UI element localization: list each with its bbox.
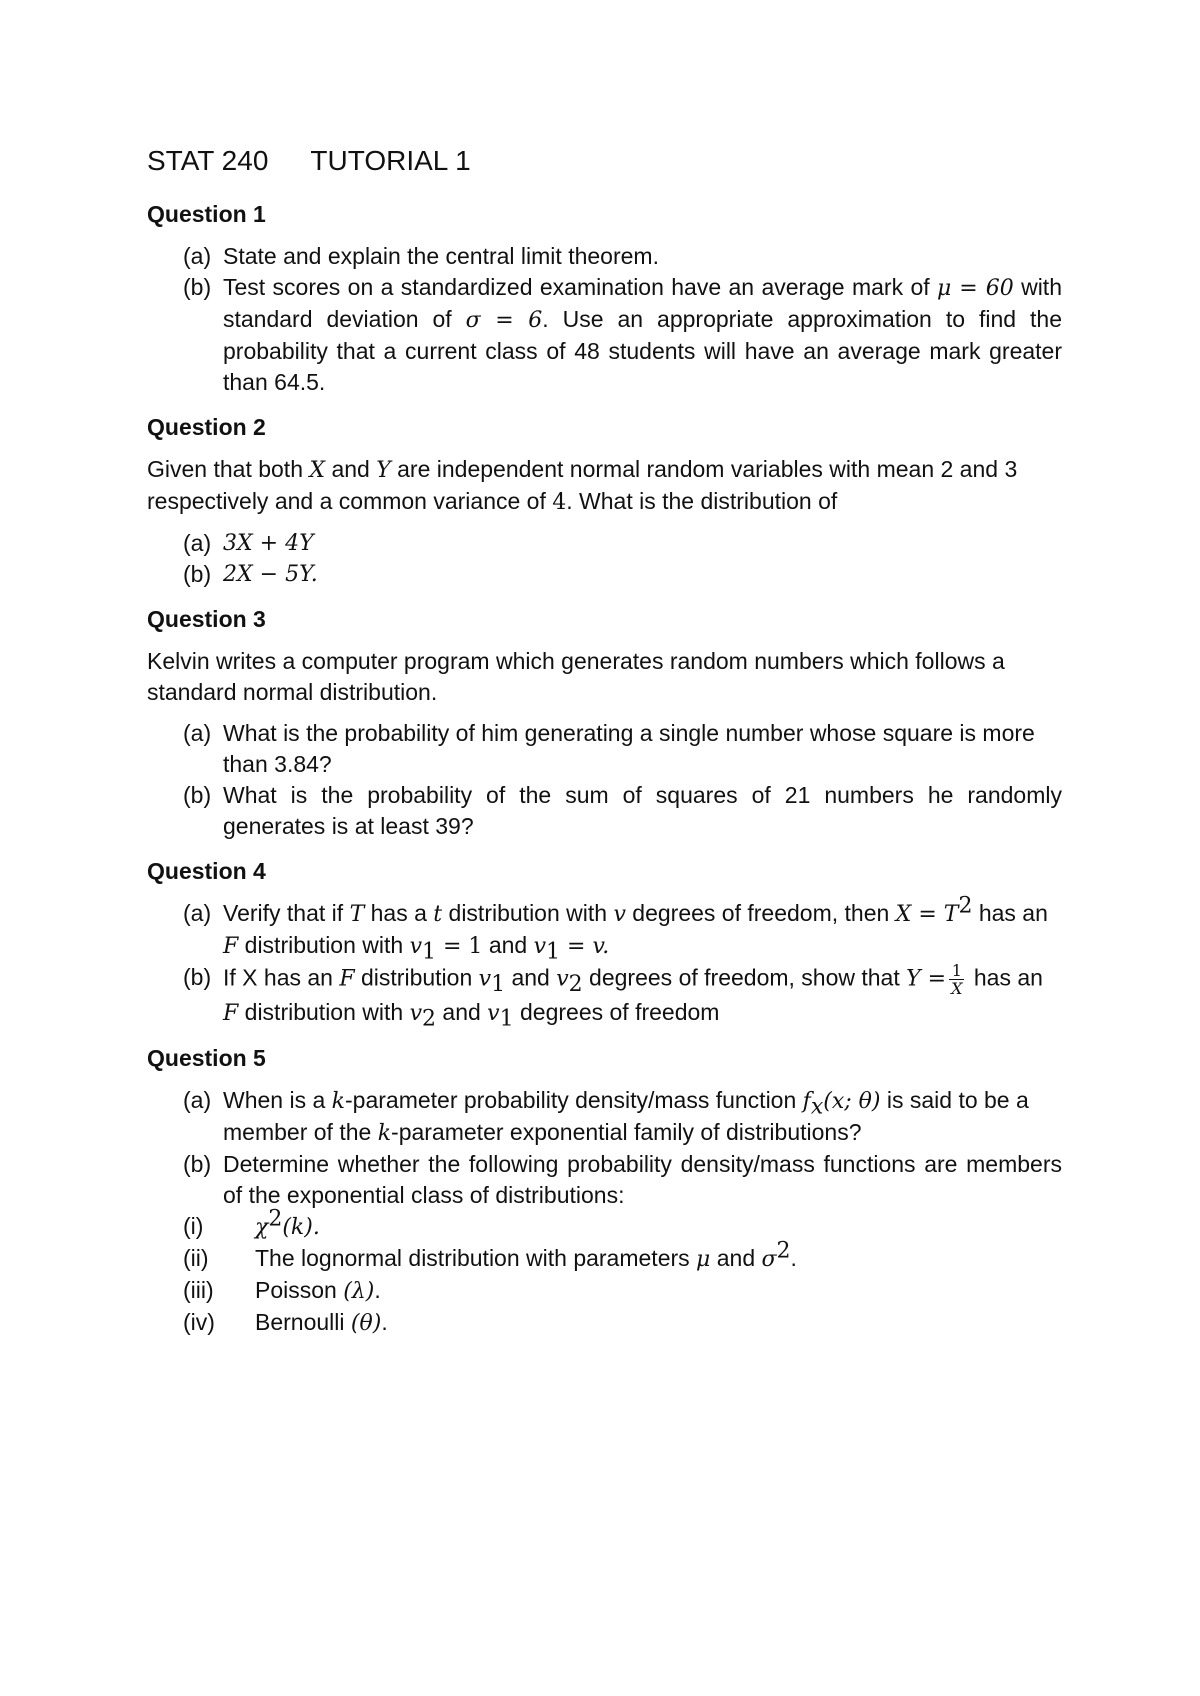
- part-text: Determine whether the following probability density/mass functions are members of the exponential class of distributions:: [223, 1151, 1062, 1208]
- question-4b: [147, 961, 1062, 1032]
- document-title: [147, 143, 1062, 179]
- question-5b-ii: [147, 1238, 1062, 1275]
- part-label: (b): [183, 964, 212, 990]
- part-label: (a): [183, 900, 212, 926]
- question-3-parts: [147, 718, 1062, 842]
- question-5a: [147, 1085, 1062, 1149]
- question-5-parts: [147, 1085, 1062, 1339]
- part-text: Verify that if T has a t distribution with v degrees of freedom, then $X = T^2$ has an F distribution with $v_1 = 1$ and $v_1 = v$.: [223, 893, 1048, 965]
- roman-label: (ii): [183, 1245, 209, 1271]
- question-1b: [147, 272, 1062, 398]
- question-1a: [147, 241, 1062, 272]
- part-text: $\chi^2(k)$.: [255, 1206, 320, 1240]
- part-expression: 3X + 4Y: [223, 531, 314, 556]
- part-label: (a): [183, 243, 212, 269]
- question-3a: [147, 718, 1062, 780]
- part-label: (a): [183, 1087, 212, 1113]
- question-1-heading: Question 1: [147, 201, 266, 227]
- question-5b-i: [147, 1206, 1062, 1243]
- question-4-heading: Question 4: [147, 858, 266, 884]
- part-text: Poisson (λ).: [255, 1277, 381, 1304]
- part-text: When is a k-parameter probability density/mass function $f_x(x$; θ) is said to be a member of the k-parameter exponential family of distributions?: [223, 1087, 1029, 1146]
- question-5b-iii: [147, 1275, 1062, 1307]
- part-expression: 2X − 5Y.: [223, 562, 318, 587]
- question-1-parts: [147, 241, 1062, 398]
- question-2a: [147, 528, 1062, 559]
- part-text: What is the probability of him generating a single number whose square is more than 3.84?: [223, 720, 1035, 777]
- part-text: The lognormal distribution with parameters μ and $\sigma^2$.: [255, 1238, 797, 1272]
- part-text: What is the probability of the sum of squares of 21 numbers he randomly generates is at least 39?: [223, 782, 1062, 839]
- document-page: [147, 143, 1062, 1353]
- tutorial-label: TUTORIAL 1: [310, 145, 471, 176]
- question-2b: [147, 559, 1062, 590]
- part-label: (a): [183, 530, 212, 556]
- roman-label: (iii): [183, 1277, 214, 1303]
- question-4a: [147, 893, 1062, 965]
- question-3-heading: Question 3: [147, 606, 266, 632]
- question-4-parts: [147, 893, 1062, 1032]
- part-label: (b): [183, 561, 212, 587]
- question-2-parts: [147, 528, 1062, 590]
- math-mu: μ = 60: [937, 276, 1014, 301]
- part-text: If X has an F distribution $v_1$ and $v_2$ degrees of freedom, show that Y = $\frac{1}{X}$ has an F distribution with $v_2$ and $v_1$ degrees of freedom: [223, 961, 1043, 1032]
- fraction-one-over-x: $\frac{1}{X}$: [951, 961, 963, 998]
- roman-label: (i): [183, 1213, 204, 1239]
- question-3b: [147, 780, 1062, 842]
- question-2-heading: Question 2: [147, 414, 266, 440]
- part-label: (b): [183, 274, 212, 300]
- course-code: STAT 240: [147, 145, 269, 176]
- question-5b: [147, 1149, 1062, 1211]
- question-5b-iv: [147, 1307, 1062, 1339]
- question-3-intro: Kelvin writes a computer program which generates random numbers which follows a standard normal distribution.: [147, 648, 1005, 705]
- part-text: State and explain the central limit theorem.: [223, 243, 659, 269]
- roman-label: (iv): [183, 1309, 215, 1335]
- question-5-heading: Question 5: [147, 1045, 266, 1071]
- part-label: (b): [183, 782, 212, 808]
- part-label: (a): [183, 720, 212, 746]
- part-text: Bernoulli (θ).: [255, 1309, 388, 1336]
- question-2-intro: Given that both X and Y are independent normal random variables with mean 2 and 3 respectively and a common variance of 4. What is the distribution of: [147, 456, 1018, 515]
- part-text: Test scores on a standardized examination have an average mark of μ = 60 with standard deviation of σ = 6. Use an appropriate approximation to find the probability that a current class of 48 students will have an average mark greater than 64.5.: [223, 274, 1062, 395]
- math-sigma: σ = 6: [465, 308, 543, 333]
- part-label: (b): [183, 1151, 212, 1177]
